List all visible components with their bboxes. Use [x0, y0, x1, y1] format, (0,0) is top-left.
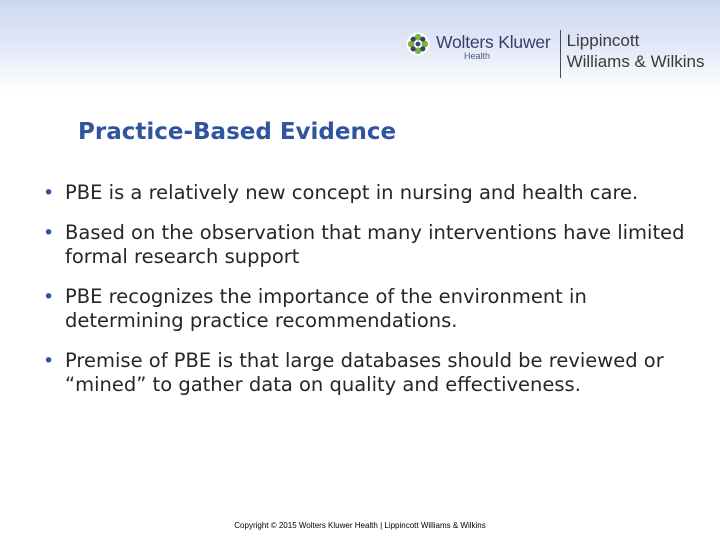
publisher-logo	[406, 30, 704, 80]
bullet-icon: •	[43, 182, 55, 204]
publisher-name: Wolters Kluwer	[436, 32, 551, 52]
bullet-list	[40, 181, 700, 413]
copyright-footer: Copyright © 2015 Wolters Kluwer Health | Lippincott Williams & Wilkins	[234, 521, 486, 530]
bullet-item	[40, 181, 700, 205]
bullet-text: Premise of PBE is that large databases should be reviewed or “mined” to gather data on quality and effectiveness.	[65, 349, 664, 396]
logo-divider	[560, 30, 561, 78]
wolters-kluwer-logo-icon	[406, 32, 430, 56]
bullet-text: Based on the observation that many interventions have limited formal research support	[65, 221, 685, 268]
bullet-icon: •	[43, 222, 55, 244]
slide-title: Practice-Based Evidence	[78, 119, 397, 145]
bullet-item	[40, 349, 700, 397]
imprint-name	[567, 30, 705, 72]
bullet-text: PBE recognizes the importance of the environment in determining practice recommendations.	[65, 285, 587, 332]
bullet-icon: •	[43, 350, 55, 372]
imprint-line-2: Williams & Wilkins	[566, 52, 705, 71]
bullet-text: PBE is a relatively new concept in nursing and health care.	[65, 181, 639, 204]
bullet-icon: •	[43, 286, 55, 308]
bullet-item	[40, 285, 700, 333]
bullet-item	[40, 221, 700, 269]
publisher-division: Health	[464, 51, 491, 61]
imprint-line-1: Lippincott	[566, 31, 640, 50]
